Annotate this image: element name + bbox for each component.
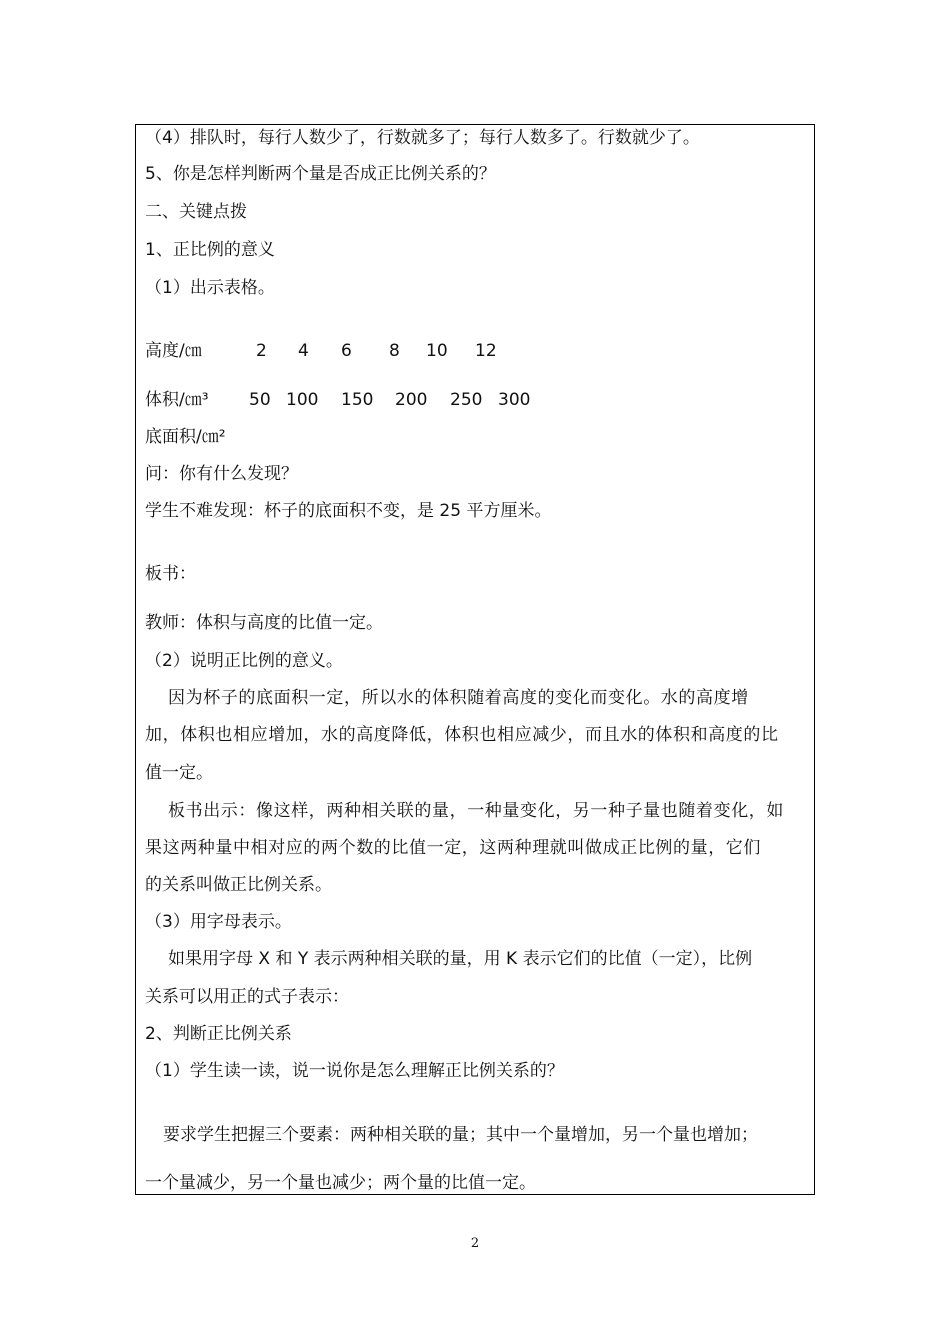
table-cell: 300 xyxy=(498,390,531,410)
paragraph-line: 要求学生把握三个要素：两种相关联的量；其中一个量增加，另一个量也增加； xyxy=(163,1125,758,1145)
paragraph-line: 的关系叫做正比例关系。 xyxy=(145,875,332,895)
text-line: 教师：体积与高度的比值一定。 xyxy=(145,613,383,633)
table-cell: 150 xyxy=(341,390,374,410)
table-cell: 4 xyxy=(298,341,309,361)
row-label: 高度/㎝ xyxy=(145,341,202,361)
sub-heading: 1、正比例的意义 xyxy=(145,240,275,260)
text-line: （3）用字母表示。 xyxy=(145,912,292,932)
table-cell: 12 xyxy=(475,341,497,361)
sub-heading: 2、判断正比例关系 xyxy=(145,1024,292,1044)
table-cell: 200 xyxy=(395,390,428,410)
text-line: （1）出示表格。 xyxy=(145,278,275,298)
paragraph-line: 一个量减少，另一个量也减少；两个量的比值一定。 xyxy=(145,1173,536,1193)
paragraph-line: 关系可以用正的式子表示： xyxy=(145,987,349,1007)
table-cell: 8 xyxy=(389,341,400,361)
row-label: 体积/㎝³ xyxy=(145,390,209,410)
table-cell: 2 xyxy=(256,341,267,361)
text-line: （2）说明正比例的意义。 xyxy=(145,651,343,671)
text-line: （4）排队时，每行人数少了，行数就多了；每行人数多了。行数就少了。 xyxy=(145,128,700,148)
paragraph-line: 板书出示：像这样，两种相关联的量，一种量变化，另一种子量也随着变化，如 xyxy=(168,801,784,821)
page-number: 2 xyxy=(470,1236,480,1251)
table-cell: 250 xyxy=(450,390,483,410)
text-line: 学生不难发现：杯子的底面积不变，是 25 平方厘米。 xyxy=(145,501,552,521)
paragraph-line: 加，体积也相应增加，水的高度降低，体积也相应减少，而且水的体积和高度的比 xyxy=(145,725,779,745)
paragraph-line: 值一定。 xyxy=(145,763,213,783)
text-line: （1）学生读一读，说一说你是怎么理解正比例关系的？ xyxy=(145,1061,564,1081)
table-cell: 10 xyxy=(426,341,448,361)
paragraph-line: 如果用字母 X 和 Y 表示两种相关联的量，用 K 表示它们的比值（一定），比例 xyxy=(168,949,753,969)
text-line: 问：你有什么发现？ xyxy=(145,464,298,484)
paragraph-line: 果这两种量中相对应的两个数的比值一定，这两种理就叫做成正比例的量，它们 xyxy=(145,838,761,858)
table-cell: 50 xyxy=(249,390,271,410)
section-heading: 二、关键点拨 xyxy=(145,202,247,222)
text-line: 底面积/㎝² xyxy=(145,427,226,447)
text-line: 5、你是怎样判断两个量是否成正比例关系的？ xyxy=(145,164,496,184)
table-cell: 100 xyxy=(286,390,319,410)
text-line: 板书： xyxy=(145,564,196,584)
table-cell: 6 xyxy=(341,341,352,361)
paragraph-line: 因为杯子的底面积一定，所以水的体积随着高度的变化而变化。水的高度增 xyxy=(168,688,749,708)
